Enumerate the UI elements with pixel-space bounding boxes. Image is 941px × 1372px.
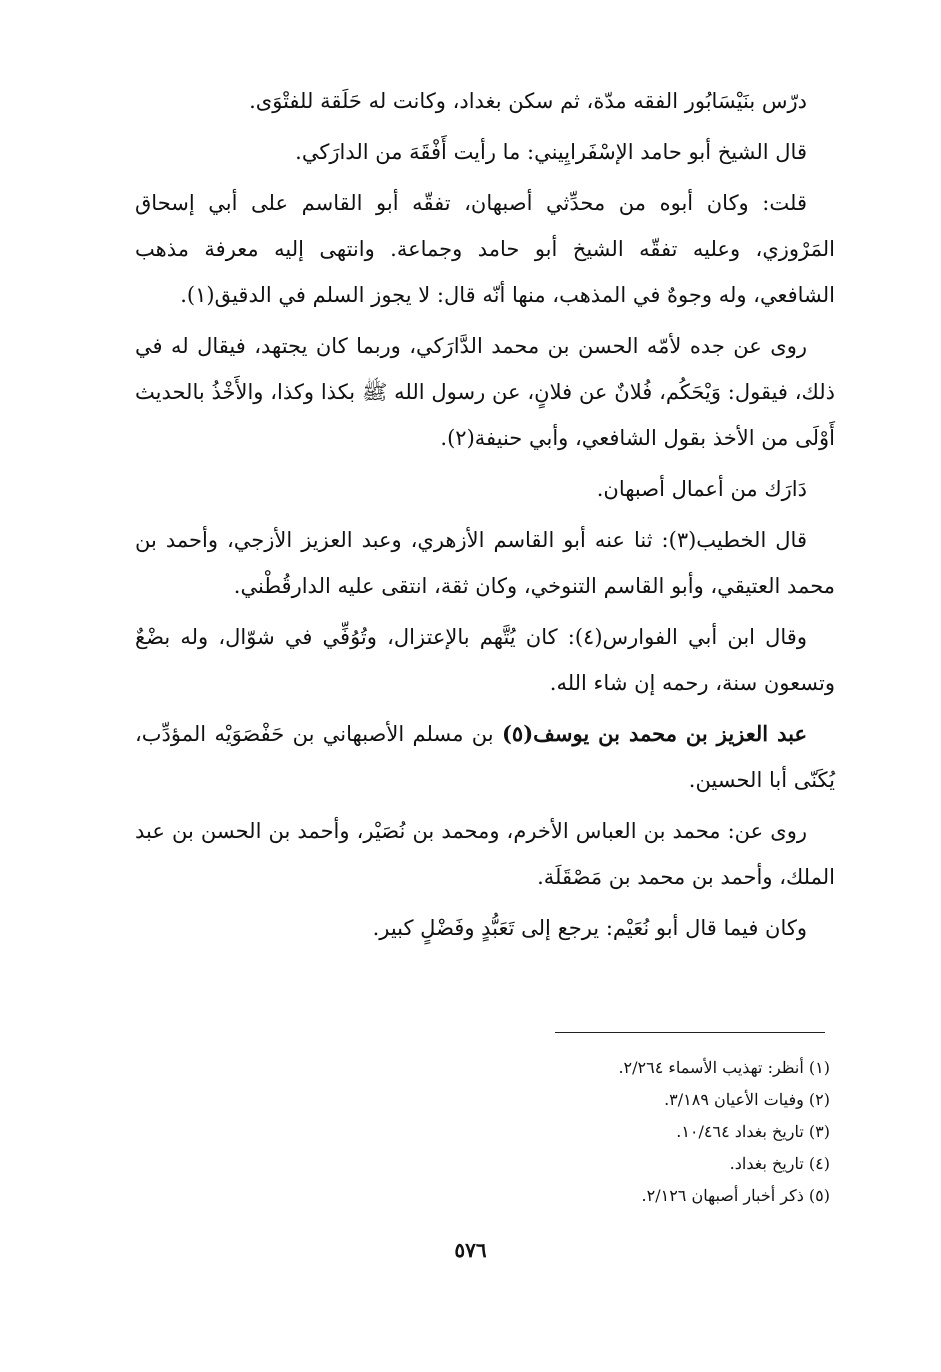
footnote: (٣) تاريخ بغداد ١٠/٤٦٤.: [676, 1122, 830, 1141]
page-number: ٥٧٦: [454, 1238, 487, 1262]
paragraph: روى عن جده لأمّه الحسن بن محمد الدَّارَكي، وربما كان يجتهد، فيقال له في ذلك، فيقول: وَيْحَكُم، فُلانٌ عن فلانٍ، عن رسول الله ﷺ بكذا وكذا، والأَخْذُ بالحديث أَوْلَى من الأخذ بقول الشافعي، وأبي حنيفة(٢).: [135, 334, 835, 450]
paragraph: دَارَك من أعمال أصبهان.: [596, 477, 807, 501]
paragraph: وقال ابن أبي الفوارس(٤): كان يُتَّهم بالإعتزال، وتُوُفِّي في شوّال، وله بضْعٌ وتسعون سنة، رحمه إن شاء الله.: [135, 625, 835, 695]
footnote: (٥) ذكر أخبار أصبهان ٢/١٢٦.: [641, 1186, 830, 1205]
paragraph: وكان فيما قال أبو نُعَيْم: يرجع إلى تَعَبُّدٍ وفَضْلٍ كبير.: [372, 916, 807, 940]
entry-name: عبد العزيز بن محمد بن يوسف(٥): [501, 721, 808, 746]
paragraph: قال الخطيب(٣): ثنا عنه أبو القاسم الأزهري، وعبد العزيز الأزجي، وأحمد بن محمد العتيقي، وأبو القاسم التنوخي، وكان ثقة، انتقى عليه الدارقُطْني.: [135, 528, 835, 598]
footnote: (١) أنظر: تهذيب الأسماء ٢/٢٦٤.: [618, 1058, 830, 1077]
biography-entry-heading: [135, 711, 835, 803]
footnote: (٢) وفيات الأعيان ٣/١٨٩.: [664, 1090, 830, 1109]
paragraph: درّس بنَيْسَابُور الفقه مدّة، ثم سكن بغداد، وكانت له حَلَقة للفتْوَى.: [249, 89, 807, 113]
paragraph: روى عن: محمد بن العباس الأخرم، ومحمد بن نُصَيْر، وأحمد بن الحسن بن عبد الملك، وأحمد بن محمد بن مَصْقَلَة.: [135, 819, 835, 889]
footnote-separator: [555, 1032, 825, 1033]
paragraph: قال الشيخ أبو حامد الإسْفَرايِيني: ما رأيت أَفْقَهَ من الدارَكي.: [295, 140, 807, 164]
paragraph: قلت: وكان أبوه من محدِّثي أصبهان، تفقّه أبو القاسم على أبي إسحاق المَرْوزي، وعليه تفقّه الشيخ أبو حامد وجماعة. وانتهى إليه معرفة مذهب الشافعي، وله وجوهٌ في المذهب، منها أنّه قال: لا يجوز السلم في الدقيق(١).: [135, 191, 835, 307]
main-text: [135, 78, 835, 956]
entry-text: بن مسلم الأصبهاني بن حَفْصَوَيْه المؤدِّب، يُكَنّى أبا الحسين.: [135, 722, 835, 792]
footnote: (٤) تاريخ بغداد.: [729, 1154, 830, 1173]
footnotes: [380, 1052, 830, 1212]
